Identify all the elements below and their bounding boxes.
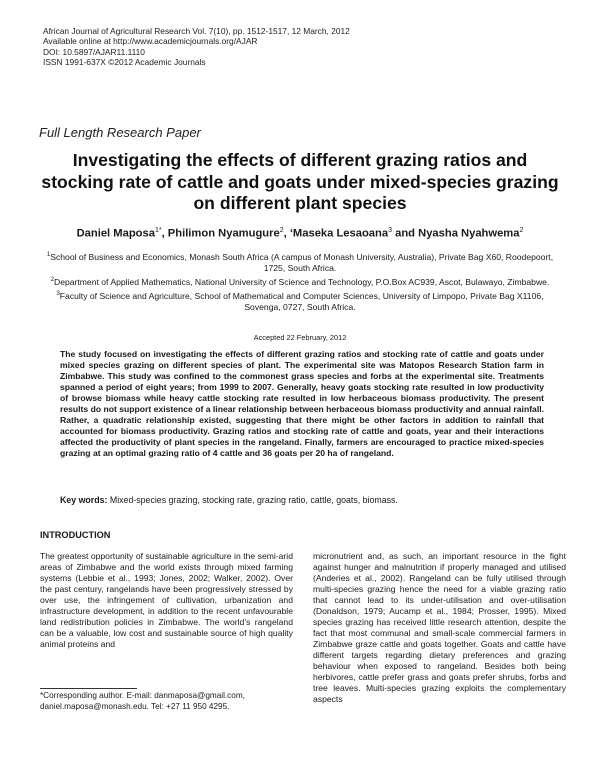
journal-header	[43, 26, 350, 68]
paper-title: Investigating the effects of different grazing ratios and stocking rate of cattle and goats under mixed-species grazing on different plant species	[41, 150, 559, 213]
affiliation: $^2$Department of Applied Mathematics, National University of Science and Technology, P.O.Box AC939, Ascot, Bulawayo, Zimbabwe.	[50, 276, 550, 287]
author-affil-sup: 2	[519, 227, 524, 234]
journal-issn: ISSN 1991-637X ©2012 Academic Journals	[43, 57, 206, 68]
accepted-date: Accepted 22 February, 2012	[253, 333, 347, 342]
author-name: Daniel Maposa	[76, 227, 155, 240]
author-list: Daniel Maposa$^{1*}$, Philimon Nyamugure$^2$, ‘Maseka Lesaoana$^3$ and Nyasha Nyahwema$^2$	[76, 227, 524, 240]
author-affil-sup: 2	[279, 227, 284, 234]
keywords	[60, 495, 544, 506]
affiliation: $^1$School of Business and Economics, Monash South Africa (A campus of Monash University, Australia), Private Bag X60, Roodepoort, 1725, South Africa.	[46, 251, 554, 273]
journal-citation: African Journal of Agricultural Research Vol. 7(10), pp. 1512-1517, 12 March, 2012	[43, 26, 350, 36]
author-name: Philimon Nyamugure	[167, 227, 280, 240]
affiliations	[44, 250, 556, 314]
corresponding-author-footnote: *Corresponding author. E-mail: danmaposa@gmail.com, daniel.maposa@monash.edu. Tel: +27 11 950 4295.	[40, 691, 245, 711]
author-affil-sup: 1*	[154, 227, 162, 234]
intro-left-column: The greatest opportunity of sustainable agriculture in the semi-arid areas of Zimbabwe and the world exists through mixed farming systems (Lebbie et al., 1993; Jones, 2002; Walker, 2002). Over the past century, rangelands have been progressively stressed by over use, the infringement of cultivation, urbanization and infrastructure development, in addition to the recent unfavourable land redistribution policies in Zimbabwe. The world’s rangeland can be a valuable, low cost and sustainable source of high quality animal proteins and	[40, 551, 293, 649]
footnote-divider	[40, 688, 137, 689]
keywords-text: Mixed-species grazing, stocking rate, grazing ratio, cattle, goats, biomass.	[109, 495, 398, 505]
author-name: ‘Maseka Lesaoana	[289, 227, 389, 240]
keywords-label: Key words:	[60, 495, 108, 505]
affiliation: $^3$Faculty of Science and Agriculture, School of Mathematical and Computer Sciences, University of Limpopo, Private Bag X1106, Sovenga, 0727, South Africa.	[56, 290, 544, 312]
author-name: Nyasha Nyahwema	[418, 227, 520, 240]
journal-doi: DOI: 10.5897/AJAR11.1110	[43, 46, 145, 57]
abstract: The study focused on investigating the effects of different grazing ratios and stocking rate of cattle and goats under mixed species grazing on different species of plant. The experimental site was Matopos Research Station farm in Zimbabwe. This study was confined to the commonest grass species and forbs at the experimental site. Treatments spanned a period of eight years; from 1999 to 2007. Generally, heavy goats stocking rate resulted in low productivity of browse biomass while heavy cattle stocking rate resulted in low herbaceous biomass productivity. The present results do not support existence of a linear relationship between herbaceous biomass productivity and annual rainfall. Rather, a quadratic relationship existed, suggesting that there might be other factors in addition to rainfall that accounted for biomass productivity. Grazing ratios and stocking rate of cattle and goats, year and their interactions affected the productivity of plant species in the rangeland. Finally, farmers are encouraged to practice mixed-species grazing at an optimal grazing ratio of 4 cattle and 36 goats per 20 ha of rangeland.	[60, 349, 544, 458]
journal-url[interactable]: Available online at http://www.academicjournals.org/AJAR	[43, 36, 258, 47]
author-affil-sup: 3	[388, 227, 392, 234]
intro-right-column: micronutrient and, as such, an important resource in the fight against hunger and malnutrition if properly managed and utilised (Anderies et al., 2002). Rangeland can be fully utilised through multi-species grazing hence the need for a viable grazing ratio that cannot lead to its under-utilisation and over-utilisation (Donaldson, 1979; Aucamp et al., 1984; Prosser, 1995). Mixed species grazing has received little research attention, despite the fact that most communal and small-scale commercial farmers in Zimbabwe graze cattle and goats together. Goats and cattle have different targets regarding dietary preferences and grazing behaviour when exposed to rangeland. Besides both being herbivores, cattle prefer grass and goats prefer shrubs, forbs and tree leaves. Multi-species grazing exploits the complementary aspects	[313, 551, 566, 704]
paper-type: Full Length Research Paper	[39, 125, 201, 140]
section-heading-introduction: INTRODUCTION	[40, 530, 111, 540]
